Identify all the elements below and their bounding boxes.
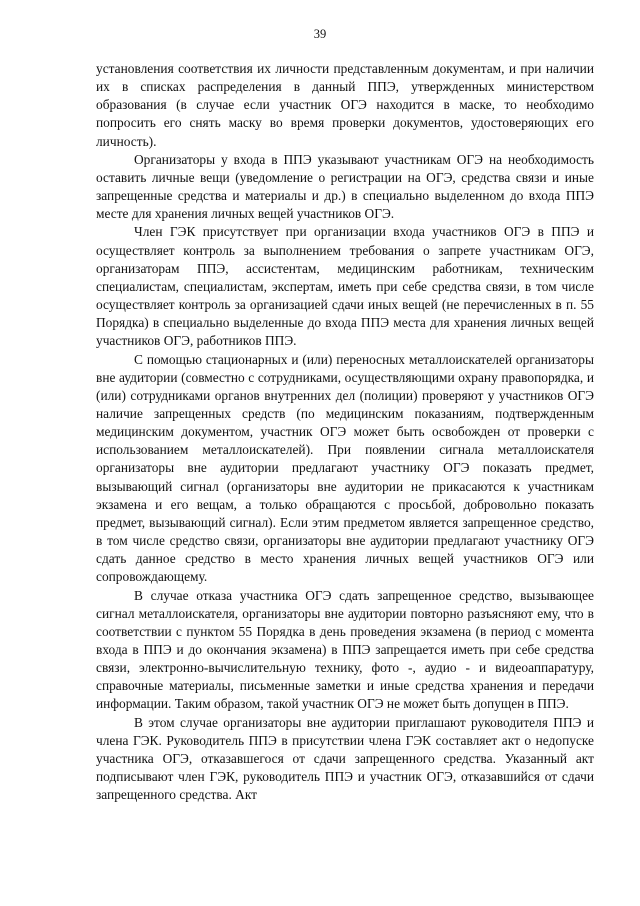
paragraph-continuation: установления соответствия их личности представленным документам, и при наличии их в списках распределения в данный ППЭ, утвержденных министерством образования (в случае если участник ОГЭ находится в маске, то необходимо попросить его снять маску во время проверки документов, удостоверяющих его личность). [96,61,594,149]
paragraph-gek-member-control: Член ГЭК присутствует при организации входа участников ОГЭ в ППЭ и осуществляет контроль за выполнением требования о запрете участникам ОГЭ, организаторам ППЭ, ассистентам, медицинским работникам, техническим специалистам, специалистам, экспертам, иметь при себе средства связи, в том числе осуществляет контроль за организацией сдачи иных вещей (не перечисленных в п. 55 Порядка) в специально выделенные до входа ППЭ места для хранения личных вещей участников ОГЭ, работников ППЭ. [96,224,594,349]
paragraph-organizers-entrance: Организаторы у входа в ППЭ указывают участникам ОГЭ на необходимость оставить личные вещи (уведомление о регистрации на ОГЭ, средства связи и иные запрещенные средства и материалы и др.) в специально выделенном до входа ППЭ месте для хранения личных вещей участников ОГЭ. [96,151,594,222]
paragraph-act-of-non-admission: В этом случае организаторы вне аудитории приглашают руководителя ППЭ и члена ГЭК. Руководитель ППЭ в присутствии члена ГЭК составляет акт о недопуске участника ОГЭ, отказавшегося от сдачи запрещенного средства. Указанный акт подписывают член ГЭК, руководитель ППЭ и участник ОГЭ, отказавшийся от сдачи запрещенного средства. Акт [96,714,594,803]
paragraph-refusal: В случае отказа участника ОГЭ сдать запрещенное средство, вызывающее сигнал металлоискателя, организаторы вне аудитории повторно разъясняют ему, что в соответствии с пунктом 55 Порядка в день проведения экзамена (в период с момента входа в ППЭ и до окончания экзамена) в ППЭ запрещается иметь при себе средства связи, электронно-вычислительную технику, фото -, аудио - и видеоаппаратуру, справочные материалы, письменные заметки и иные средства хранения и передачи информации. Таким образом, такой участник ОГЭ не может быть допущен в ППЭ. [96,587,594,712]
page-number: 39 [313,27,327,41]
page-body [96,60,594,804]
paragraph-metal-detectors: С помощью стационарных и (или) переносных металлоискателей организаторы вне аудитории (совместно с сотрудниками, осуществляющими охрану правопорядка, и (или) сотрудниками органов внутренних дел (полиции) проверяют у участников ОГЭ наличие запрещенных средств (по медицинским показаниям, подтвержденным медицинским документом, участник ОГЭ может быть освобожден от проверки с использованием металлоискателей). При появлении сигнала металлоискателя организаторы вне аудитории предлагают участнику ОГЭ показать предмет, вызывающий сигнал (организаторы вне аудитории не прикасаются к участникам экзамена и его вещам, а только обращаются с просьбой, добровольно показать предмет, вызывающий сигнал). Если этим предметом является запрещенное средство, в том числе средство связи, организаторы вне аудитории предлагают участнику ОГЭ сдать данное средство в место хранения личных вещей участников ОГЭ или сопровождающему. [96,351,594,585]
